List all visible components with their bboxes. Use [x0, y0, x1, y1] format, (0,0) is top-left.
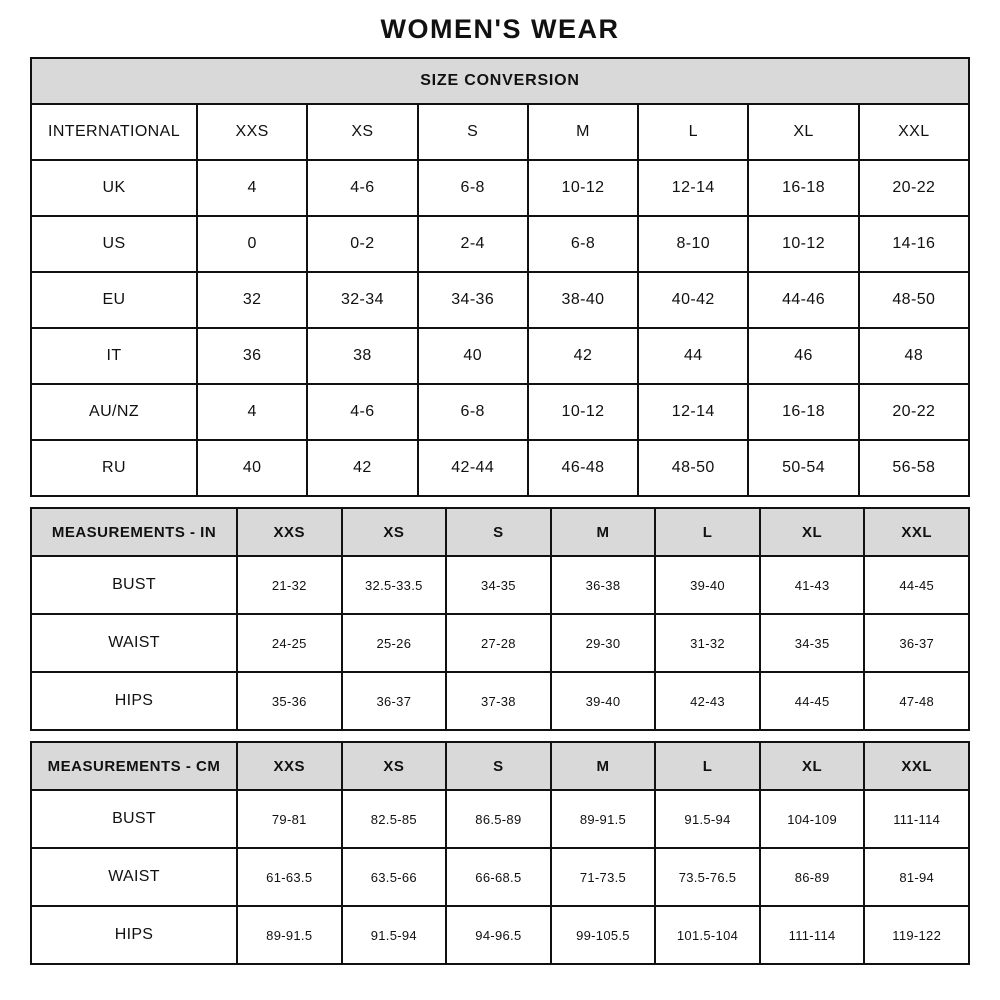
table-cell: 8-10: [638, 216, 748, 272]
column-header: S: [418, 104, 528, 160]
table-cell: 27-28: [446, 614, 551, 672]
table-title-row: [31, 58, 969, 104]
row-label: RU: [31, 440, 197, 496]
page-title: WOMEN'S WEAR: [380, 14, 620, 44]
table-cell: 40-42: [638, 272, 748, 328]
table-cell: 14-16: [859, 216, 969, 272]
table-cell: 20-22: [859, 160, 969, 216]
table-cell: 12-14: [638, 160, 748, 216]
table-cell: 32-34: [307, 272, 417, 328]
row-label: WAIST: [31, 614, 237, 672]
table-cell: 36-37: [864, 614, 969, 672]
table-row: [31, 848, 969, 906]
column-header: MEASUREMENTS - CM: [31, 742, 237, 790]
table-cell: 71-73.5: [551, 848, 656, 906]
table-cell: 41-43: [760, 556, 865, 614]
table-cell: 44-46: [748, 272, 858, 328]
measurements-in-table: [30, 507, 970, 731]
table-cell: 24-25: [237, 614, 342, 672]
table-cell: 10-12: [748, 216, 858, 272]
table-cell: 34-35: [446, 556, 551, 614]
column-header: XXS: [237, 508, 342, 556]
column-header: XXL: [864, 742, 969, 790]
table-cell: 46-48: [528, 440, 638, 496]
table-cell: 89-91.5: [237, 906, 342, 964]
table-row: [31, 440, 969, 496]
column-header: XXL: [859, 104, 969, 160]
column-header: MEASUREMENTS - IN: [31, 508, 237, 556]
table-cell: 48-50: [859, 272, 969, 328]
row-label: HIPS: [31, 906, 237, 964]
table-cell: 44: [638, 328, 748, 384]
table-cell: 119-122: [864, 906, 969, 964]
table-cell: 86.5-89: [446, 790, 551, 848]
table-cell: 111-114: [760, 906, 865, 964]
table-cell: 73.5-76.5: [655, 848, 760, 906]
column-header: L: [638, 104, 748, 160]
table-cell: 31-32: [655, 614, 760, 672]
table-cell: 2-4: [418, 216, 528, 272]
table-cell: 48-50: [638, 440, 748, 496]
table-row: [31, 328, 969, 384]
row-label: WAIST: [31, 848, 237, 906]
table-cell: 42: [528, 328, 638, 384]
table-cell: 66-68.5: [446, 848, 551, 906]
table-cell: 56-58: [859, 440, 969, 496]
table-cell: 16-18: [748, 384, 858, 440]
table-cell: 39-40: [655, 556, 760, 614]
column-header: XS: [342, 508, 447, 556]
table-cell: 40: [197, 440, 307, 496]
table-cell: 46: [748, 328, 858, 384]
column-header: XL: [748, 104, 858, 160]
table-cell: 36-38: [551, 556, 656, 614]
row-label: UK: [31, 160, 197, 216]
row-label: BUST: [31, 790, 237, 848]
column-header: XL: [760, 508, 865, 556]
table-cell: 25-26: [342, 614, 447, 672]
table-cell: 47-48: [864, 672, 969, 730]
table-cell: 101.5-104: [655, 906, 760, 964]
table-cell: 35-36: [237, 672, 342, 730]
table-cell: 38-40: [528, 272, 638, 328]
column-header-row: [31, 508, 969, 556]
table-cell: 10-12: [528, 160, 638, 216]
table-row: [31, 556, 969, 614]
row-label: US: [31, 216, 197, 272]
table-cell: 61-63.5: [237, 848, 342, 906]
table-cell: 4-6: [307, 384, 417, 440]
table-row: [31, 160, 969, 216]
table-cell: 12-14: [638, 384, 748, 440]
table-cell: 91.5-94: [655, 790, 760, 848]
table-cell: 20-22: [859, 384, 969, 440]
column-header: XXS: [237, 742, 342, 790]
table-cell: 6-8: [528, 216, 638, 272]
table-cell: 99-105.5: [551, 906, 656, 964]
table-cell: 34-36: [418, 272, 528, 328]
table-cell: 42-44: [418, 440, 528, 496]
table-cell: 16-18: [748, 160, 858, 216]
column-header: INTERNATIONAL: [31, 104, 197, 160]
table-cell: 34-35: [760, 614, 865, 672]
table-cell: 4: [197, 384, 307, 440]
table-cell: 0-2: [307, 216, 417, 272]
table-cell: 86-89: [760, 848, 865, 906]
table-cell: 36: [197, 328, 307, 384]
column-header: L: [655, 508, 760, 556]
table-row: [31, 384, 969, 440]
column-header-row: [31, 742, 969, 790]
table-cell: 38: [307, 328, 417, 384]
table-cell: 37-38: [446, 672, 551, 730]
table-cell: 44-45: [864, 556, 969, 614]
table-row: [31, 906, 969, 964]
table-cell: 21-32: [237, 556, 342, 614]
column-header: XL: [760, 742, 865, 790]
size-conversion-table: [30, 57, 970, 497]
table-cell: 32: [197, 272, 307, 328]
column-header: XXL: [864, 508, 969, 556]
column-header: XS: [342, 742, 447, 790]
table-row: [31, 790, 969, 848]
table-row: [31, 216, 969, 272]
table-cell: 89-91.5: [551, 790, 656, 848]
table-cell: 50-54: [748, 440, 858, 496]
column-header: XS: [307, 104, 417, 160]
table-cell: 6-8: [418, 160, 528, 216]
table-cell: 79-81: [237, 790, 342, 848]
measurements-cm-table: [30, 741, 970, 965]
table-cell: 32.5-33.5: [342, 556, 447, 614]
table-cell: 42-43: [655, 672, 760, 730]
row-label: HIPS: [31, 672, 237, 730]
table-cell: 104-109: [760, 790, 865, 848]
column-header: S: [446, 508, 551, 556]
table-row: [31, 672, 969, 730]
column-header: L: [655, 742, 760, 790]
table-cell: 81-94: [864, 848, 969, 906]
table-cell: 29-30: [551, 614, 656, 672]
table-cell: 91.5-94: [342, 906, 447, 964]
column-header: M: [551, 742, 656, 790]
column-header: S: [446, 742, 551, 790]
table-cell: 63.5-66: [342, 848, 447, 906]
table-row: [31, 272, 969, 328]
table-cell: 42: [307, 440, 417, 496]
row-label: AU/NZ: [31, 384, 197, 440]
table-cell: 94-96.5: [446, 906, 551, 964]
table-cell: 4: [197, 160, 307, 216]
column-header: XXS: [197, 104, 307, 160]
table-cell: 10-12: [528, 384, 638, 440]
table-cell: 48: [859, 328, 969, 384]
table-cell: 82.5-85: [342, 790, 447, 848]
table-cell: 4-6: [307, 160, 417, 216]
column-header-row: [31, 104, 969, 160]
table-cell: 111-114: [864, 790, 969, 848]
table-cell: 44-45: [760, 672, 865, 730]
table-cell: 36-37: [342, 672, 447, 730]
row-label: BUST: [31, 556, 237, 614]
table-cell: 40: [418, 328, 528, 384]
table-row: [31, 614, 969, 672]
table-cell: 39-40: [551, 672, 656, 730]
size-conversion-title: SIZE CONVERSION: [31, 58, 969, 104]
table-cell: 0: [197, 216, 307, 272]
column-header: M: [528, 104, 638, 160]
table-cell: 6-8: [418, 384, 528, 440]
row-label: EU: [31, 272, 197, 328]
row-label: IT: [31, 328, 197, 384]
column-header: M: [551, 508, 656, 556]
